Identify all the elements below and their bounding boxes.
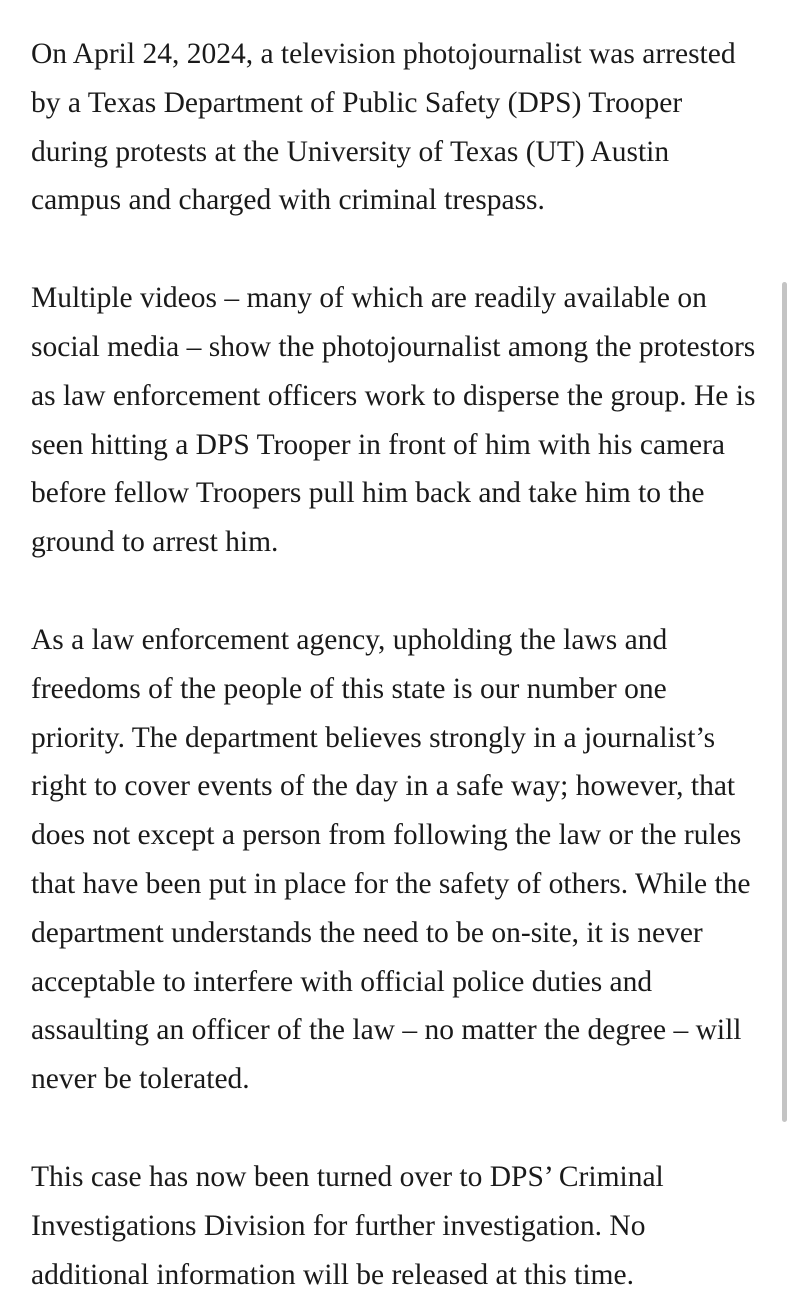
text-line: does not except a person from following the law or the rules bbox=[31, 819, 742, 852]
text-line: This case has now been turned over to DPS’ Criminal bbox=[31, 1160, 664, 1193]
text-line: social media – show the photojournalist among the protestors bbox=[31, 330, 756, 363]
text-line: before fellow Troopers pull him back and take him to the bbox=[31, 477, 705, 510]
text-line: during protests at the University of Texas (UT) Austin bbox=[31, 135, 670, 168]
text-line: freedoms of the people of this state is our number one bbox=[31, 672, 667, 705]
text-line: Multiple videos – many of which are readily available on bbox=[31, 282, 707, 315]
text-line: On April 24, 2024, a television photojournalist was arrested bbox=[31, 38, 736, 70]
text-line: additional information will be released at this time. bbox=[31, 1258, 634, 1291]
text-line: that have been put in place for the safety of others. While the bbox=[31, 867, 751, 900]
paragraph-videos bbox=[31, 274, 766, 567]
text-line: by a Texas Department of Public Safety (DPS) Trooper bbox=[31, 86, 683, 119]
text-line: As a law enforcement agency, upholding the laws and bbox=[31, 623, 668, 656]
paragraph-agency-statement bbox=[31, 616, 766, 1104]
text-line: department understands the need to be on-site, it is never bbox=[31, 916, 703, 949]
text-line: right to cover events of the day in a safe way; however, that bbox=[31, 770, 736, 803]
text-line: Investigations Division for further investigation. No bbox=[31, 1209, 646, 1242]
text-line: ground to arrest him. bbox=[31, 526, 279, 559]
paragraph-arrest bbox=[31, 30, 766, 225]
vertical-scrollbar[interactable] bbox=[782, 282, 787, 1122]
text-line: as law enforcement officers work to disperse the group. He is bbox=[31, 379, 756, 412]
paragraph-investigation bbox=[31, 1153, 766, 1299]
text-line: seen hitting a DPS Trooper in front of him with his camera bbox=[31, 428, 725, 461]
text-line: assaulting an officer of the law – no matter the degree – will bbox=[31, 1014, 742, 1047]
statement-body bbox=[31, 30, 766, 1299]
text-line: acceptable to interfere with official police duties and bbox=[31, 965, 653, 998]
text-line: never be tolerated. bbox=[31, 1063, 250, 1096]
text-line: priority. The department believes strongly in a journalist’s bbox=[31, 721, 716, 754]
text-line: campus and charged with criminal trespass. bbox=[31, 184, 545, 217]
